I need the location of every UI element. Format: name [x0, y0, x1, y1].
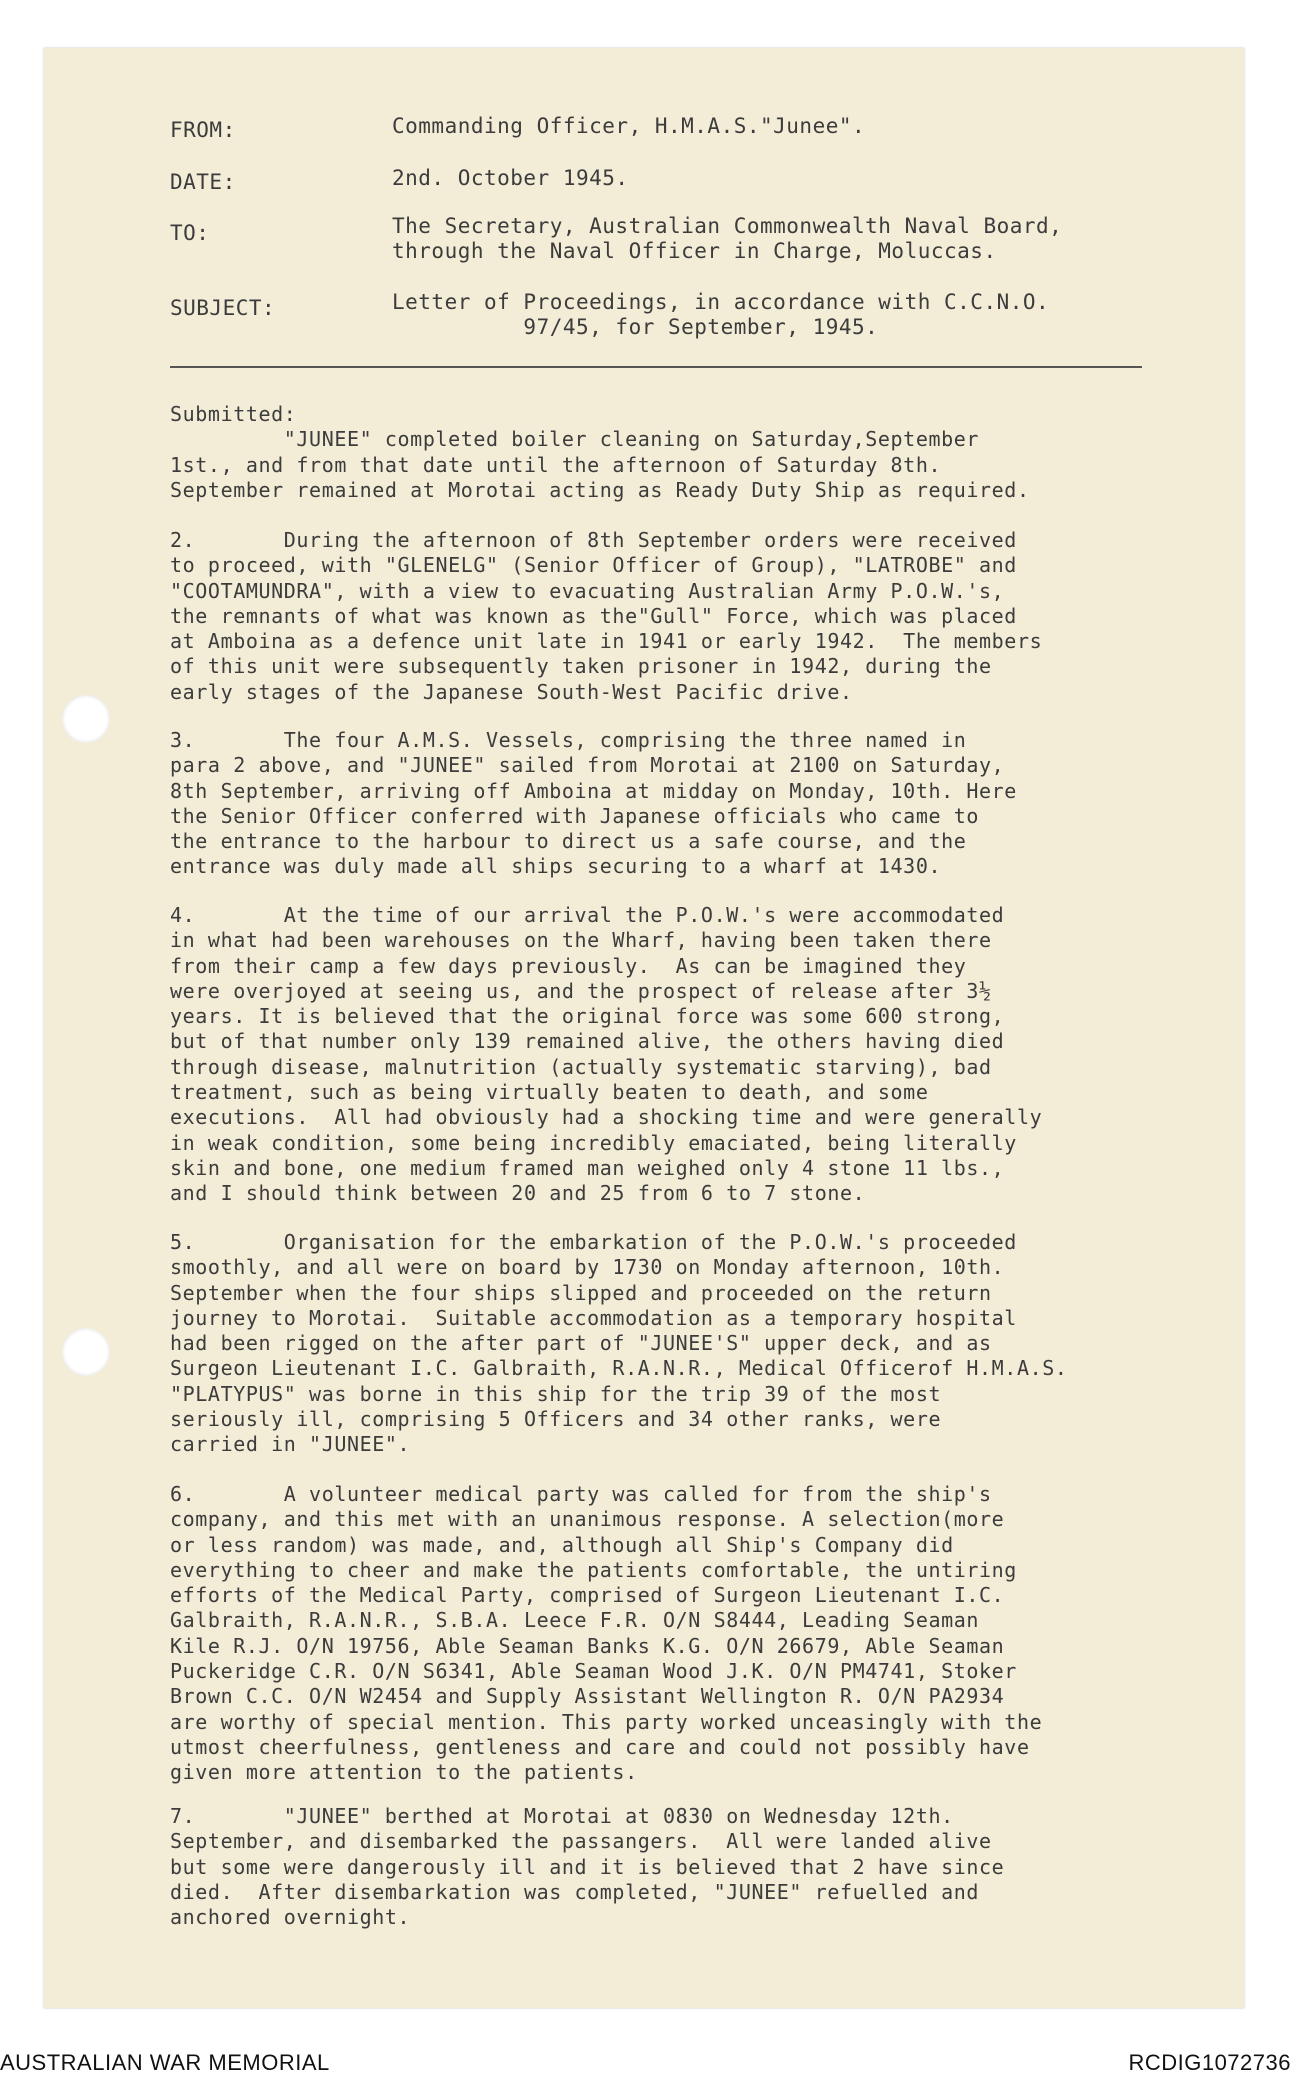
from-label: FROM: [170, 118, 236, 142]
subject-label: SUBJECT: [170, 296, 276, 320]
paragraph-7: 7. "JUNEE" berthed at Morotai at 0830 on Wednesday 12th. September, and disembarked the passangers. All were landed alive but some were dangerously ill and it is believed that 2 have since died. After disembarkation was completed, "JUNEE" refuelled and anchored overnight. [170, 1804, 1005, 1930]
punch-hole-bottom [62, 1328, 110, 1376]
from-value: Commanding Officer, H.M.A.S."Junee". [392, 114, 866, 138]
paragraph-4: 4. At the time of our arrival the P.O.W.'s were accommodated in what had been warehouses on the Wharf, having been taken there from their camp a few days previously. As can be imagined they were overjoyed at seeing us, and the prospect of release after 3½ years. It is believed that the original force was some 600 strong, but of that number only 139 remained alive, the others having died through disease, malnutrition (actually systematic starving), bad treatment, such as being virtually beaten to death, and some executions. All had obviously had a shocking time and were generally in weak condition, some being incredibly emaciated, being literally skin and bone, one medium framed man weighed only 4 stone 11 lbs., and I should think between 20 and 25 from 6 to 7 stone. [170, 903, 1043, 1206]
subject-value: Letter of Proceedings, in accordance with C.C.N.O. 97/45, for September, 1945. [392, 290, 1050, 339]
paragraph-3: 3. The four A.M.S. Vessels, comprising the three named in para 2 above, and "JUNEE" sailed from Morotai at 2100 on Saturday, 8th September, arriving off Amboina at midday on Monday, 10th. Here the Senior Officer conferred with Japanese officials who came to the entrance to the harbour to direct us a safe course, and the entrance was duly made all ships securing to a wharf at 1430. [170, 728, 1017, 879]
to-label: TO: [170, 221, 210, 245]
header-divider [170, 366, 1142, 368]
archive-id: RCDIG1072736 [1128, 2050, 1291, 2075]
to-value: The Secretary, Australian Commonwealth Naval Board, through the Naval Officer in Charge, Moluccas. [392, 214, 1063, 263]
paragraph-2: 2. During the afternoon of 8th September orders were received to proceed, with "GLENELG" (Senior Officer of Group), "LATROBE" and "COOTAMUNDRA", with a view to evacuating Australian Army P.O.W.'s, the remnants of what was known as the"Gull" Force, which was placed at Amboina as a defence unit late in 1941 or early 1942. The members of this unit were subsequently taken prisoner in 1942, during the early stages of the Japanese South-West Pacific drive. [170, 528, 1043, 704]
punch-hole-top [62, 695, 110, 743]
archive-credit: AUSTRALIAN WAR MEMORIAL [0, 2050, 330, 2075]
paragraph-6: 6. A volunteer medical party was called for from the ship's company, and this met with an unanimous response. A selection(more or less random) was made, and, although all Ship's Company did everything to cheer and make the patients comfortable, the untiring efforts of the Medical Party, comprised of Surgeon Lieutenant I.C. Galbraith, R.A.N.R., S.B.A. Leece F.R. O/N S8444, Leading Seaman Kile R.J. O/N 19756, Able Seaman Banks K.G. O/N 26679, Able Seaman Puckeridge C.R. O/N S6341, Able Seaman Wood J.K. O/N PM4741, Stoker Brown C.C. O/N W2454 and Supply Assistant Wellington R. O/N PA2934 are worthy of special mention. This party worked unceasingly with the utmost cheerfulness, gentleness and care and could not possibly have given more attention to the patients. [170, 1482, 1043, 1785]
submitted-paragraph: Submitted: "JUNEE" completed boiler cleaning on Saturday,September 1st., and from that date until the afternoon of Saturday 8th. September remained at Morotai acting as Ready Duty Ship as required. [170, 402, 1030, 502]
date-label: DATE: [170, 170, 236, 194]
date-value: 2nd. October 1945. [392, 166, 629, 190]
paragraph-5: 5. Organisation for the embarkation of the P.O.W.'s proceeded smoothly, and all were on board by 1730 on Monday afternoon, 10th. September when the four ships slipped and proceeded on the return journey to Morotai. Suitable accommodation as a temporary hospital had been rigged on the after part of "JUNEE'S" upper deck, and as Surgeon Lieutenant I.C. Galbraith, R.A.N.R., Medical Officerof H.M.A.S. "PLATYPUS" was borne in this ship for the trip 39 of the most seriously ill, comprising 5 Officers and 34 other ranks, were carried in "JUNEE". [170, 1230, 1068, 1457]
